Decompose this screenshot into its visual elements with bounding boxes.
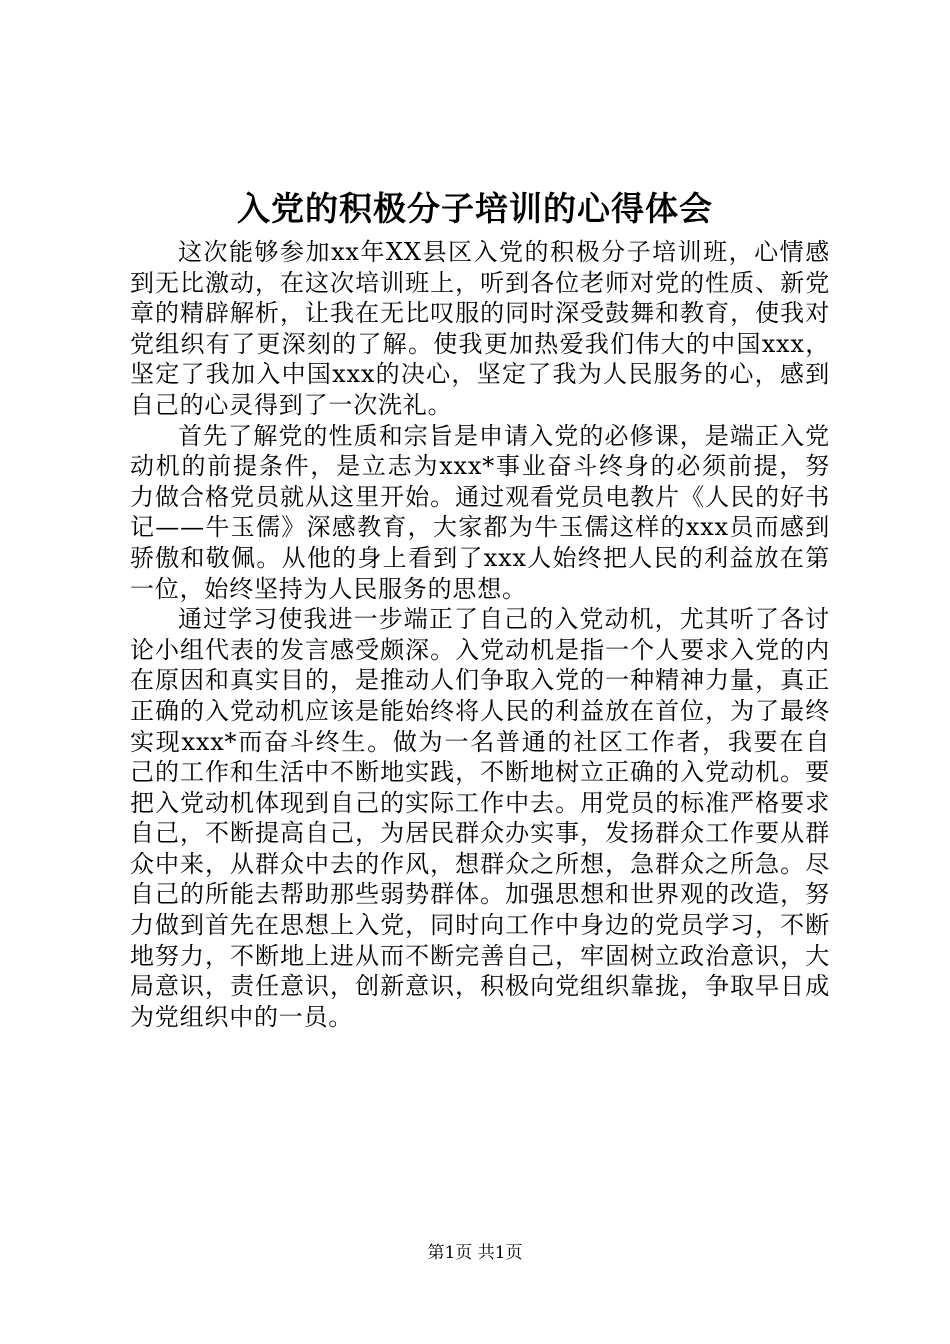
paragraph-1: 这次能够参加xx年XX县区入党的积极分子培训班，心情感到无比激动，在这次培训班上，听到各位老师对党的性质、新党章的精辟解析，让我在无比叹服的同时深受鼓舞和教育，使我对党组织有了更深刻的了解。使我更加热爱我们伟大的中国xxx，坚定了我加入中国xxx的决心，坚定了我为人民服务的心，感到自己的心灵得到了一次洗礼。 <box>130 238 830 419</box>
document-body <box>130 237 830 1032</box>
paragraph-3: 通过学习使我进一步端正了自己的入党动机，尤其听了各讨论小组代表的发言感受颇深。入党动机是指一个人要求入党的内在原因和真实目的，是推动人们争取入党的一种精神力量，真正正确的入党动机应该是能始终将人民的利益放在首位，为了最终实现xxx*而奋斗终生。做为一名普通的社区工作者，我要在自己的工作和生活中不断地实践，不断地树立正确的入党动机。要把入党动机体现到自己的实际工作中去。用党员的标准严格要求自己，不断提高自己，为居民群众办实事，发扬群众工作要从群众中来，从群众中去的作风，想群众之所想，急群众之所急。尽自己的所能去帮助那些弱势群体。加强思想和世界观的改造，努力做到首先在思想上入党，同时向工作中身边的党员学习，不断地努力，不断地上进从而不断完善自己，牢固树立政治意识，大局意识，责任意识，创新意识，积极向党组织靠拢，争取早日成为党组织中的一员。 <box>130 605 830 1031</box>
document-title: 入党的积极分子培训的心得体会 <box>237 189 713 228</box>
paragraph-2: 首先了解党的性质和宗旨是申请入党的必修课，是端正入党动机的前提条件，是立志为xxx*事业奋斗终身的必须前提，努力做合格党员就从这里开始。通过观看党员电教片《人民的好书记——牛玉儒》深感教育，大家都为牛玉儒这样的xxx员而感到骄傲和敬佩。从他的身上看到了xxx人始终把人民的利益放在第一位，始终坚持为人民服务的思想。 <box>130 421 830 603</box>
page-number-footer: 第1页 共1页 <box>427 1243 523 1263</box>
